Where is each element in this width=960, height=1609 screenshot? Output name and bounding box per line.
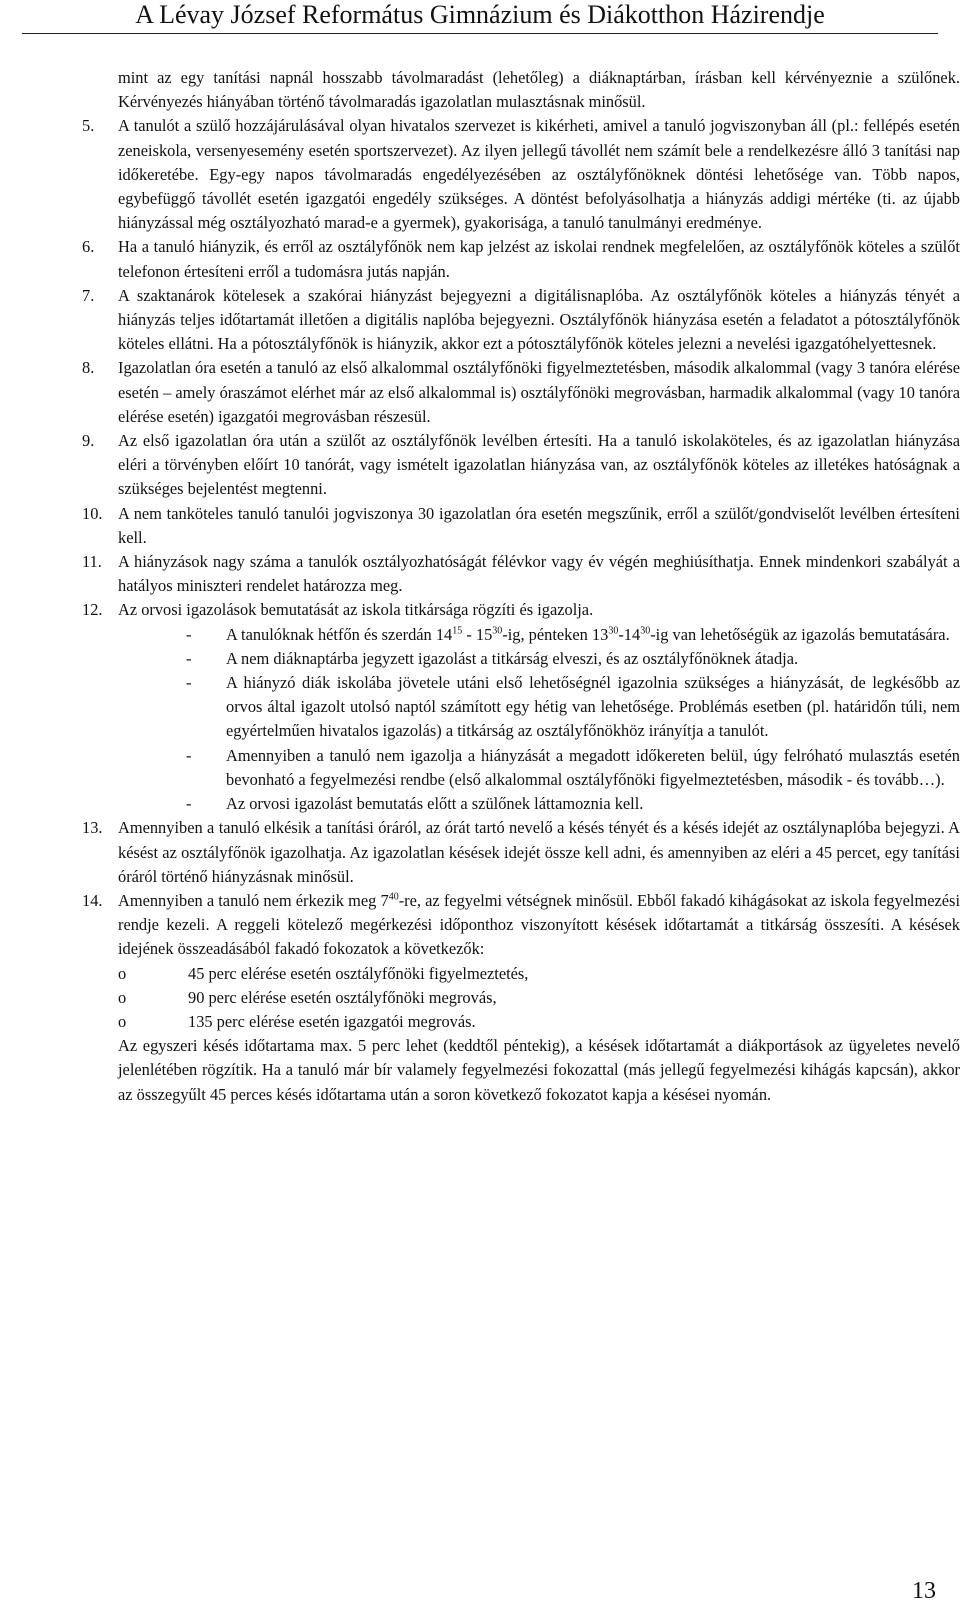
item-14-level-3: o 135 perc elérése esetén igazgatói megrovás.	[82, 1010, 960, 1034]
item-text: A hiányzások nagy száma a tanulók osztályozhatóságát félévkor vagy év végén meghiúsíthatja. Ennek mindenkori szabályát a hatályos miniszteri rendelet határozza meg.	[118, 552, 960, 596]
item-14-closing: Az egyszeri késés időtartama max. 5 perc lehet (keddtől péntekig), a késések időtartamát a diákportások az ügyeletes nevelő jelenlétében rögzítik. Ha a tanuló már bír valamely fegyelmezési fokozattal (más jellegű fegyelmezési kihágás kapcsán), akkor az összegyűlt 45 perces késés időtartama után a soron következő fokozatot kapja a késései nyomán.	[118, 1036, 960, 1104]
rule-item-8	[82, 356, 960, 429]
item-number: 12.	[82, 600, 103, 620]
item-12-bullet-3: - A hiányzó diák iskolába jövetele utáni első lehetőségnél igazolnia szükséges a hiányzását, de legkésőbb az orvos által igazolt utolsó naptól számított egy hétig van lehetősége. Problémás esetben (pl. határidőn túli, nem egyértelműen hivatalos igazolás) a titkárság az osztályfőnökhöz irányítja a tanulót.	[186, 673, 960, 741]
rule-item-9	[82, 429, 960, 502]
rule-item-7	[82, 284, 960, 357]
rule-item-12	[82, 598, 960, 622]
dash-bullet: -	[186, 745, 192, 765]
item-text: Amennyiben a tanuló elkésik a tanítási óráról, az órát tartó nevelő a késés tényét és a késés idejét az osztálynaplóba bejegyzi. A késést az osztályfőnök igazolhatja. Az igazolatlan késések idejét össze kell adni, és amennyiben az eléri a 45 percet, egy tanítási óráról történő hiányzásnak minősül.	[118, 818, 960, 886]
item-number: 9.	[82, 431, 95, 451]
item-12-bullet-4: - Amennyiben a tanuló nem igazolja a hiányzását a megadott időkereten belül, úgy felróható mulasztás esetén bevonható a fegyelmezési rendbe (első alkalommal osztályfőnöki figyelmeztetésben, második - és tovább…).	[186, 745, 960, 789]
item-12-bullet-2: - A nem diáknaptárba jegyzett igazolást a titkárság elveszi, és az osztályfőnöknek átadja.	[82, 647, 960, 671]
page-number: 13	[912, 1578, 936, 1604]
item-text: Ha a tanuló hiányzik, és erről az osztályfőnök nem kap jelzést az iskolai rendnek megfelelően, az osztályfőnök köteles a szülőt telefonon értesíteni erről a tudomásra jutás napján.	[118, 237, 960, 281]
dash-bullet: -	[186, 648, 192, 668]
item-text: A nem tanköteles tanuló tanulói jogviszonya 30 igazolatlan óra esetén megszűnik, erről a szülőt/gondviselőt levélben értesíteni kell.	[118, 503, 960, 547]
item-number: 13.	[82, 818, 103, 838]
item-12-bullet-5: - Az orvosi igazolást bemutatás előtt a szülőnek láttamoznia kell.	[82, 792, 960, 816]
dash-bullet: -	[186, 794, 192, 814]
intro-paragraph: mint az egy tanítási napnál hosszabb távolmaradást (lehetőleg) a diáknaptárban, írásban kell kérvényeznie a szülőnek. Kérvényezés hiányában történő távolmaradás igazolatlan mulasztásnak minősül.	[118, 68, 960, 112]
rule-item-13	[82, 816, 960, 889]
document-title: A Lévay József Református Gimnázium és Diákotthon Házirendje	[135, 0, 825, 29]
dash-bullet: -	[186, 673, 192, 693]
header-divider	[22, 33, 938, 34]
item-14-level-2: o 90 perc elérése esetén osztályfőnöki megrovás,	[82, 986, 960, 1010]
circle-bullet: o	[118, 963, 127, 983]
circle-bullet: o	[118, 1011, 127, 1031]
rule-item-6	[82, 235, 960, 283]
item-number: 8.	[82, 358, 95, 378]
item-number: 10.	[82, 503, 103, 523]
rule-item-14: 14. Amennyiben a tanuló nem érkezik meg $7^{40}-re$, az fegyelmi vétségnek minősül. Ebből fakadó kihágásokat az iskola fegyelmezési rendje kezeli. A reggeli kötelező megérkezési időponthoz viszonyított késések időtartamát a titkárság összesíti. A késések idejének összeadásából fakadó fokozatok a következők:	[82, 890, 960, 959]
rule-item-10	[82, 502, 960, 550]
item-text: Igazolatlan óra esetén a tanuló az első alkalommal osztályfőnöki figyelmeztetésben, második alkalommal (vagy 3 tanóra elérése esetén – amely óraszámot elérhet már az első alkalommal is) osztályfőnöki megrovásban, harmadik alkalommal (vagy 10 tanóra elérése esetén) igazgatói megrovásban részesül.	[118, 358, 960, 426]
item-number: 11.	[82, 552, 102, 572]
page-header	[0, 0, 960, 36]
rule-item-5	[82, 114, 960, 235]
item-12-bullet-1: - A tanulóknak hétfőn és szerdán $14^{15} - 15^{30}-ig$, pénteken $13^{30}-14^{30}-ig$ van lehetőségük az igazolás bemutatására.	[82, 623, 960, 647]
item-text: Az orvosi igazolások bemutatását az iskola titkársága rögzíti és igazolja.	[118, 600, 594, 620]
item-number: 6.	[82, 237, 95, 257]
circle-bullet: o	[118, 987, 127, 1007]
rule-item-11	[82, 550, 960, 598]
item-number: 14.	[82, 890, 103, 910]
item-14-level-1: o 45 perc elérése esetén osztályfőnöki figyelmeztetés,	[82, 962, 960, 986]
item-number: 5.	[82, 116, 95, 136]
item-text: A szaktanárok kötelesek a szakórai hiányzást bejegyezni a digitálisnaplóba. Az osztályfőnök köteles a hiányzás tényét a hiányzás teljes időtartamát illetően a digitális naplóba bejegyezni. Osztályfőnök hiányzása esetén a feladatot a pótosztályfőnök köteles ellátni. Ha a pótosztályfőnök is hiányzik, akkor ezt a pótosztályfőnök köteles jelezni a nevelési igazgatóhelyettesnek.	[118, 285, 960, 354]
dash-bullet: -	[186, 624, 192, 644]
item-text: A tanulót a szülő hozzájárulásával olyan hivatalos szervezet is kikérheti, amivel a tanuló jogviszonyban áll (pl.: fellépés esetén zeneiskola, versenyesemény esetén sportszervezet). Az ilyen jellegű távollét nem számít bele a rendelkezésre álló 3 tanítási nap időkeretébe. Egy-egy napos távolmaradás engedélyezésében az osztályfőnöknek döntési lehetősége van. Több napos, egybefüggő távollét esetén igazgatói engedély szükséges. A döntést befolyásolhatja a hiányzás addigi mértéke (ti. az újabb hiányzással még osztályozható marad-e a gyermek), gyakorisága, a tanuló tanulmányi eredménye.	[118, 116, 960, 233]
document-body	[82, 66, 960, 1107]
item-text: Az első igazolatlan óra után a szülőt az osztályfőnök levélben értesíti. Ha a tanuló iskolaköteles, és az igazolatlan hiányzása eléri a törvényben előírt 10 tanórát, vagy ismételt igazolatlan hiányzása van, az osztályfőnök köteles az illetékes hatóságnak a szükséges bejelentést megtenni.	[118, 431, 960, 499]
item-number: 7.	[82, 285, 95, 305]
